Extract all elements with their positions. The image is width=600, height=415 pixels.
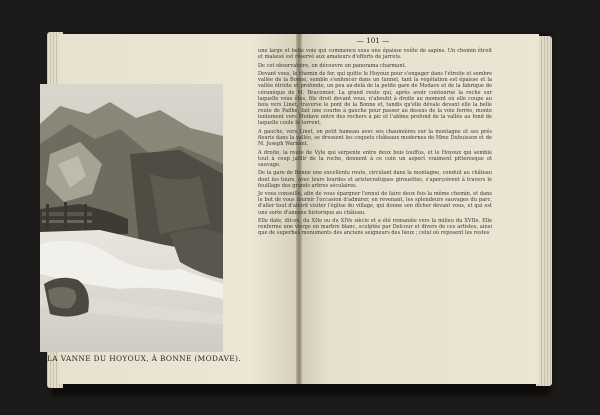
paragraph: De cet observatoire, on découvre un panorama charmant.	[258, 62, 407, 69]
page-body-text	[258, 48, 492, 239]
paragraph: De la gare de Bonne une excellente route, circulant dans la montagne, conduit au château dont les tours, avec leurs lourdes et aristocratiques girouettes, s'aperçoivent à travers le feuillage des grands arbres séculaires.	[258, 170, 492, 189]
paragraph: A gauche, vers Linet, on petit hameau avec ses chaumières sur la montagne et ses prés fleuris dans la vallée, se dressent les coquets châteaux modernes de Mme Dubuisson et de M. Joseph Warnant.	[258, 128, 492, 148]
paragraph: Devant vous, le chemin de fer, qui quitte le Hoyoux pour s'engager dans l'étroite et sombre vallée de la Bonne, semble s'enfoncer dans un tunnel, tant la végétation est épaisse et la vallée étroite et profonde, un peu au-delà de la petite gare de Modave et de la fabrique de céramique de M. Bracomier. La grand route qui, après avoir contourné la roche sur laquelle vous êtes, file droit devant vous, n'aboutit à droite au moment où elle coupe au bois vers Linet, traverse le pont de la Bonne et, tandis qu'elle dévale devant elle la belle route de Pailhe, fait une courbe à gauche pour passer au dessus de la voie ferrée, monte lentement vers Modave entre des rochers à pic et l'abîme profond de la vallée au fond de laquelle coule le torrent.	[258, 70, 492, 127]
paragraph: une large et belle voie qui commence sous une épaisse voûte de sapins. Un chemin étroit et malaisé est réservé aux amateurs d'efforts de jarrets.	[258, 48, 492, 61]
paragraph: Je vous conseille, afin de vous épargner l'ennui de faire deux fois la même chemin, et dans le but de vous fournir l'occasion d'admirer, en revenant, les splendeurs sauvages du parc, d'aller tout d'abord visiter l'église du village, qui donne son dîcher devant vous, et qui est une sorte d'annexe historique au château.	[258, 191, 492, 216]
photo-caption: LA VANNE DU HOYOUX, À BONNE (MODAVE).	[47, 354, 241, 363]
paragraph: A droite, la route de Vyle qui serpente entre deux bois touffus, et le Hoyoux qui semble tout à coup jaillir de la roche, donnent à ce coin un aspect vraiment pittoresque et sauvage.	[258, 149, 492, 168]
paragraph: Elle date, dit-on, du XIIe ou du XIVe siècle et a été remaniée vers la milieu du XVIIe. Elle renferme une vierge en marbre blanc, sculptée par Delcour et divers de ces artistes, ainsi que de superbes monuments des anciens seigneurs des lieux ; celui où reposent les restes	[258, 218, 492, 237]
page-number: — 101 —	[356, 36, 390, 45]
waterfall-photo	[40, 84, 223, 352]
